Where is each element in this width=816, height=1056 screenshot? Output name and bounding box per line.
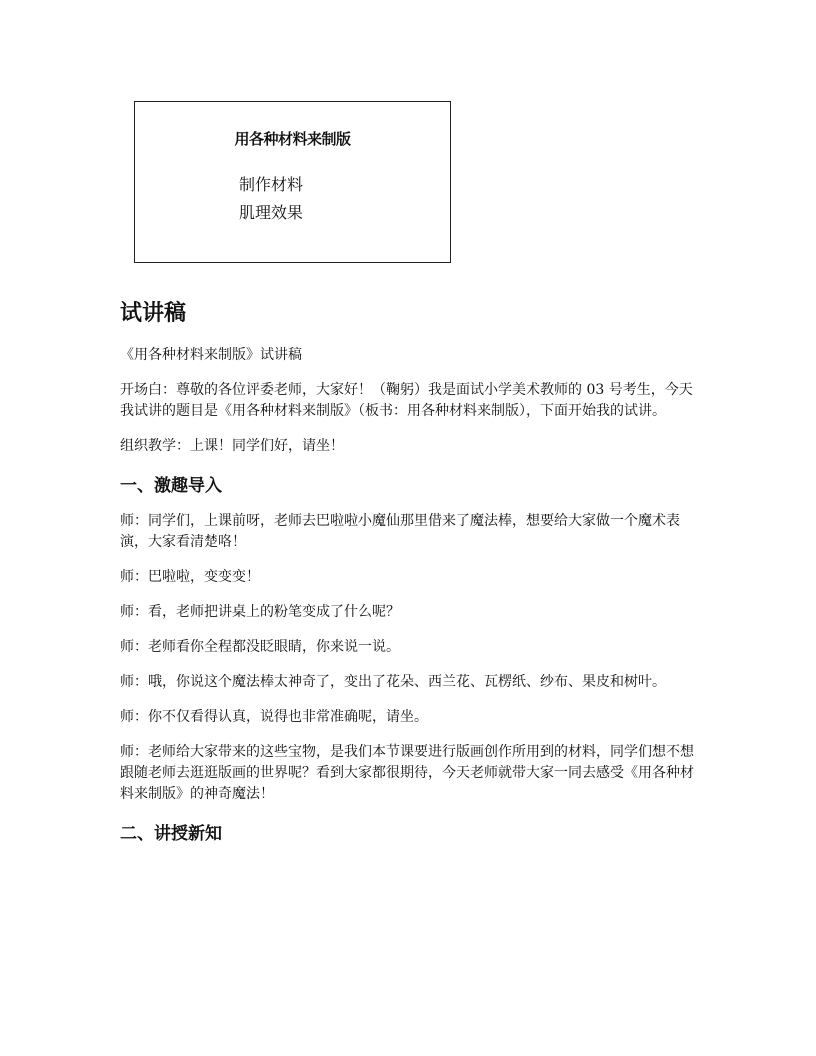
intro-paragraph: 师：同学们，上课前呀，老师去巴啦啦小魔仙那里借来了魔法棒，想要给大家做一个魔术表演，大家看清楚咯！ bbox=[120, 513, 680, 550]
document-body bbox=[120, 296, 698, 859]
section-heading-intro: 一、激趣导入 bbox=[120, 476, 222, 496]
document-subtitle: 《用各种材料来制版》试讲稿 bbox=[120, 347, 302, 363]
section-heading-new-knowledge: 二、讲授新知 bbox=[120, 824, 222, 844]
intro-paragraph: 师：巴啦啦，变变变！ bbox=[120, 569, 260, 585]
blackboard-design-box bbox=[134, 101, 451, 263]
intro-paragraph: 师：哦，你说这个魔法棒太神奇了，变出了花朵、西兰花、瓦楞纸、纱布、果皮和树叶。 bbox=[120, 674, 666, 690]
board-title: 用各种材料来制版 bbox=[234, 130, 351, 148]
opening-paragraph: 开场白：尊敬的各位评委老师，大家好！（鞠躬）我是面试小学美术教师的 03 号考生，今天我试讲的题目是《用各种材料来制版》（板书：用各种材料来制版），下面开始我的试讲。 bbox=[120, 382, 693, 419]
intro-paragraph: 师：看，老师把讲桌上的粉笔变成了什么呢？ bbox=[120, 604, 400, 620]
document-title: 试讲稿 bbox=[120, 301, 187, 326]
organize-paragraph: 组织教学：上课！同学们好，请坐！ bbox=[120, 438, 344, 454]
intro-paragraph: 师：老师给大家带来的这些宝物，是我们本节课要进行版画创作所用到的材料，同学们想不想跟随老师去逛逛版画的世界呢？看到大家都很期待，今天老师就带大家一同去感受《用各种材料来制版》的神奇魔法！ bbox=[120, 744, 694, 802]
board-item-materials: 制作材料 bbox=[239, 175, 304, 194]
intro-paragraph: 师：你不仅看得认真，说得也非常准确呢，请坐。 bbox=[120, 709, 428, 725]
board-item-texture: 肌理效果 bbox=[239, 203, 304, 222]
intro-paragraph: 师：老师看你全程都没眨眼睛，你来说一说。 bbox=[120, 639, 400, 655]
